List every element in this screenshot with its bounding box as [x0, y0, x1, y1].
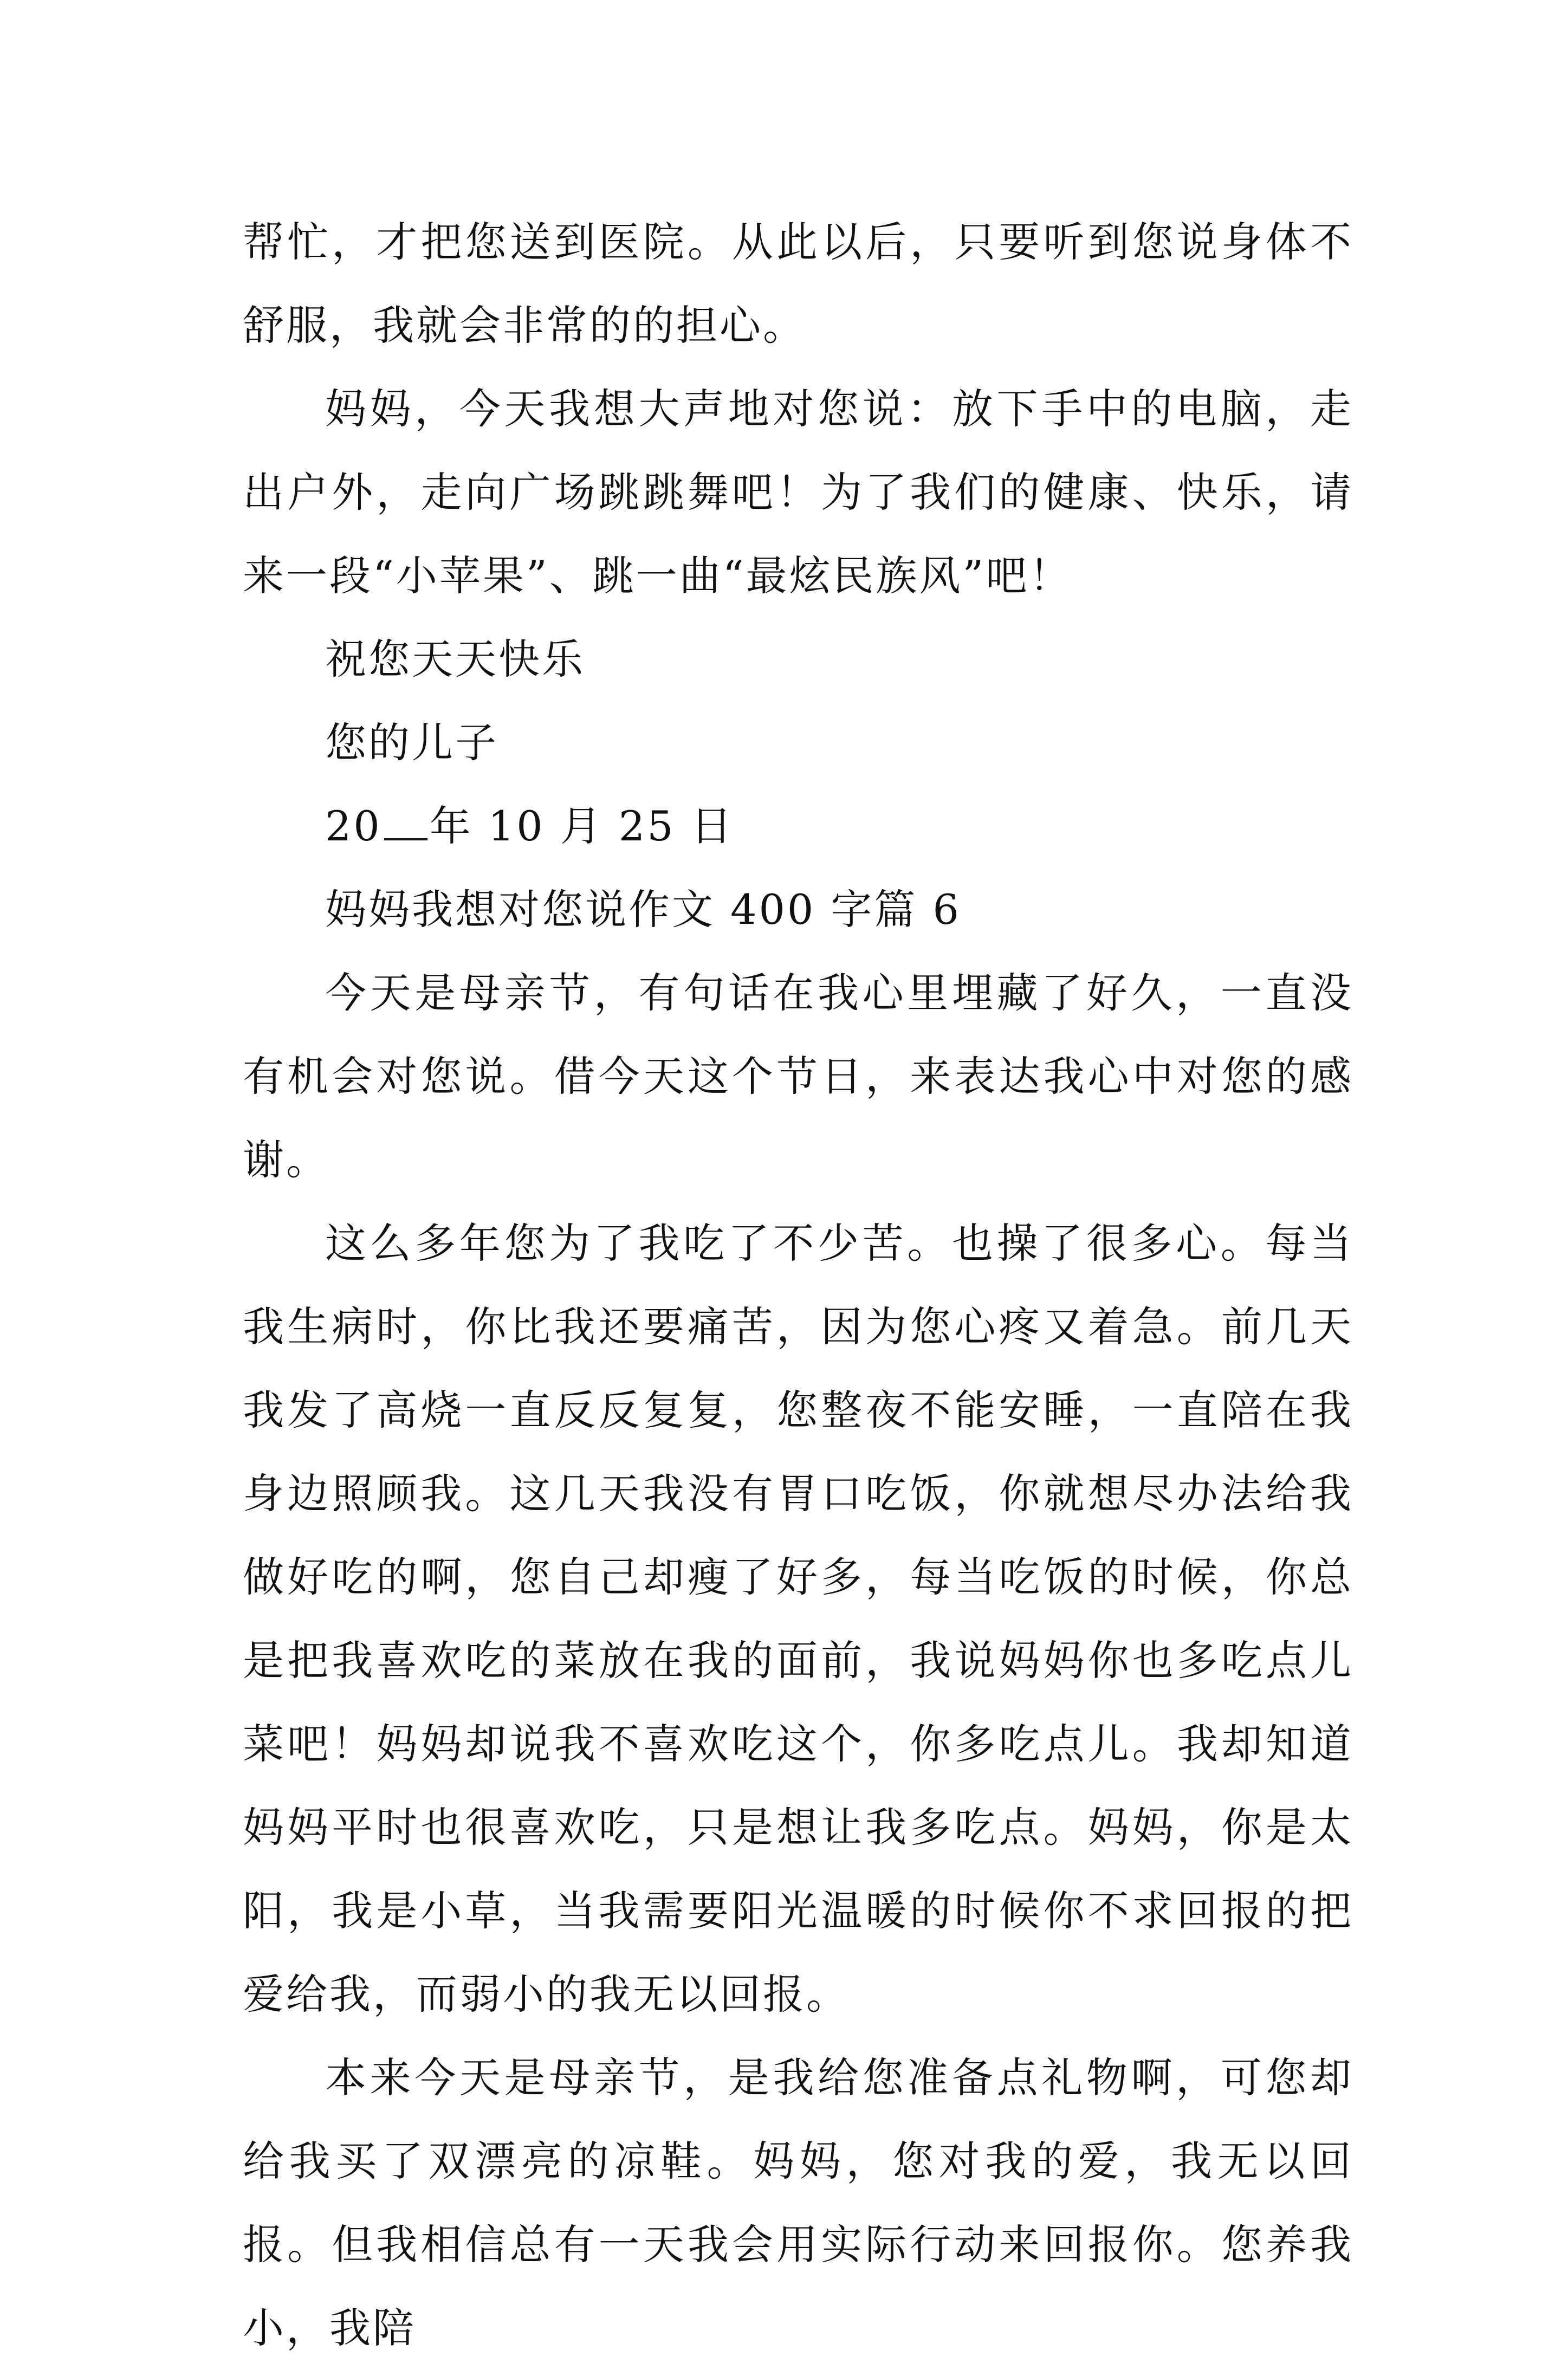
signature: 您的儿子	[325, 718, 498, 767]
paragraph-care: 这么多年您为了我吃了不少苦。也操了很多心。每当我生病时，你比我还要痛苦，因为您心疼又着急。前几天我发了高烧一直反反复复，您整夜不能安睡，一直陪在我身边照顾我。这几天我没有胃口吃饭，你就想尽办法给我做好吃的啊，您自己却瘦了好多，每当吃饭的时候，你总是把我喜欢吃的菜放在我的面前，我说妈妈你也多吃点儿菜吧！妈妈却说我不喜欢吃这个，你多吃点儿。我却知道妈妈平时也很喜欢吃，只是想让我多吃点。妈妈，你是太阳，我是小草，当我需要阳光温暖的时候你不求回报的把爱给我，而弱小的我无以回报。	[243, 1219, 1353, 2018]
paragraph-appeal: 妈妈，今天我想大声地对您说：放下手中的电脑，走出户外，走向广场跳跳舞吧！为了我们的健康、快乐，请来一段“小苹果”、跳一曲“最炫民族风”吧！	[243, 385, 1353, 600]
paragraph-gift: 本来今天是母亲节，是我给您准备点礼物啊，可您却给我买了双漂亮的凉鞋。妈妈，您对我的爱，我无以回报。但我相信总有一天我会用实际行动来回报你。您养我小，我陪	[243, 2054, 1353, 2352]
date-year-prefix: 20	[325, 802, 382, 850]
section-heading: 妈妈我想对您说作文 400 字篇 6	[325, 885, 961, 934]
paragraph-continuation: 帮忙，才把您送到医院。从此以后，只要听到您说身体不舒服，我就会非常的的担心。	[243, 218, 1353, 349]
date-rest: 年 10 月 25 日	[429, 802, 734, 850]
document-body	[243, 200, 1353, 2370]
paragraph-intro: 今天是母亲节，有句话在我心里埋藏了好久，一直没有机会对您说。借今天这个节日，来表达我心中对您的感谢。	[243, 969, 1353, 1184]
letter-date	[243, 785, 1353, 868]
date-blank-line	[384, 801, 427, 840]
closing-wish: 祝您天天快乐	[325, 635, 585, 683]
